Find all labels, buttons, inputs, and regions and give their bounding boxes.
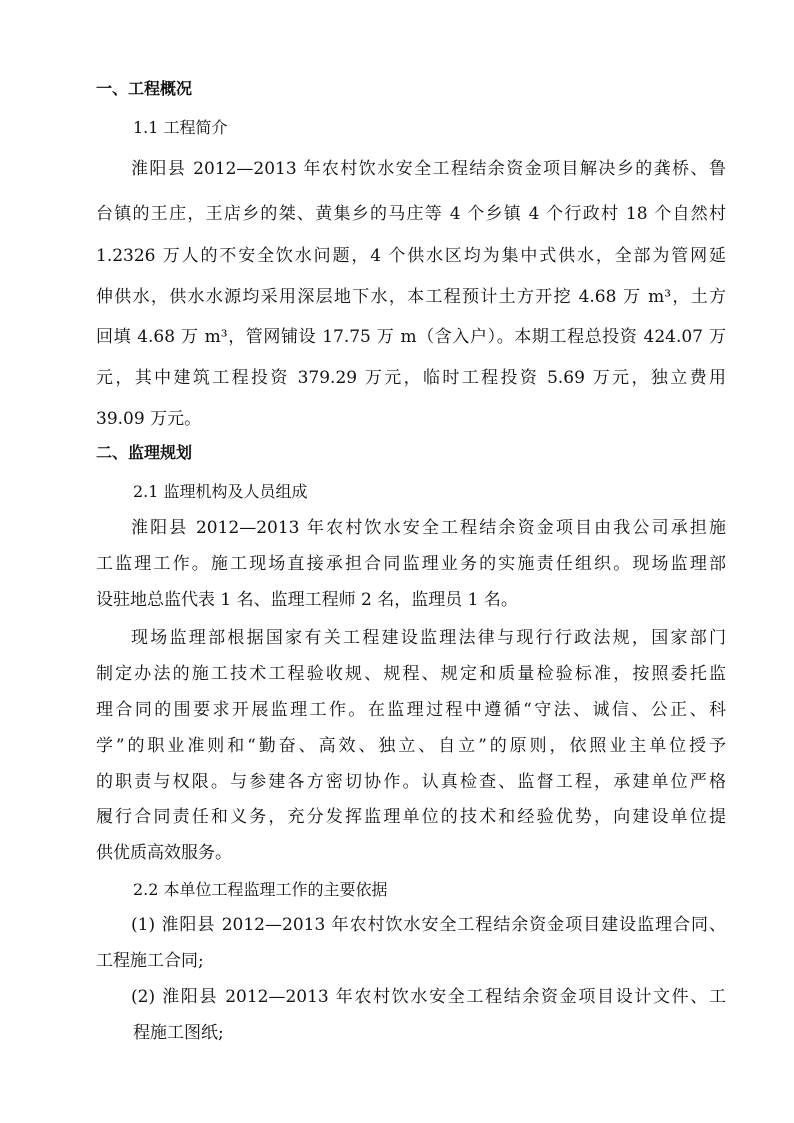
- paragraph-line: 台镇的王庄，王店乡的桀、黄集乡的马庄等 4 个乡镇 4 个行政村 18 个自然村: [96, 204, 726, 224]
- paragraph-line: 设驻地总监代表 1 名、监理工程师 2 名，监理员 1 名。: [96, 590, 518, 610]
- paragraph-line: 理合同的围要求开展监理工作。在监理过程中遵循“守法、诚信、公正、科: [96, 700, 726, 720]
- paragraph-line: 履行合同责任和义务，充分发挥监理单位的技术和经验优势，向建设单位提: [96, 807, 726, 827]
- list-item-line: 工程施工合同;: [96, 951, 204, 971]
- section-2-heading: 二、监理规划: [96, 443, 193, 462]
- paragraph-line: 元，其中建筑工程投资 379.29 万元，临时工程投资 5.69 万元，独立费用: [96, 368, 726, 388]
- paragraph-line: 1.2326 万人的不安全饮水问题，4 个供水区均为集中式供水，全部为管网延: [96, 246, 726, 266]
- paragraph-line: 39.09 万元。: [96, 409, 202, 429]
- section-1-heading: 一、工程概况: [96, 79, 193, 98]
- list-item-line: (1) 淮阳县 2012—2013 年农村饮水安全工程结余资金项目建设监理合同、: [131, 915, 726, 935]
- paragraph-line: 供优质高效服务。: [96, 843, 232, 863]
- paragraph-line: 回填 4.68 万 m³，管网铺设 17.75 万 m（含入户）。本期工程总投资 424.07 万: [96, 327, 726, 347]
- list-item-line: (2) 淮阳县 2012—2013 年农村饮水安全工程结余资金项目设计文件、工: [131, 987, 726, 1007]
- paragraph-line: 现场监理部根据国家有关工程建设监理法律与现行行政法规，国家部门: [131, 628, 726, 648]
- paragraph-line: 伸供水，供水水源均采用深层地下水，本工程预计土方开挖 4.68 万 m³，土方: [96, 287, 726, 307]
- paragraph-line: 淮阳县 2012—2013 年农村饮水安全工程结余资金项目由我公司承担施: [131, 518, 726, 538]
- list-item-line: 程施工图纸;: [133, 1023, 224, 1043]
- subsection-2-2-heading: 2.2 本单位工程监理工作的主要依据: [133, 880, 388, 899]
- paragraph-line: 淮阳县 2012—2013 年农村饮水安全工程结余资金项目解决乡的龚桥、鲁: [131, 159, 726, 179]
- subsection-1-1-heading: 1.1 工程简介: [133, 118, 228, 137]
- paragraph-line: 的职责与权限。与参建各方密切协作。认真检查、监督工程，承建单位严格: [96, 772, 726, 792]
- paragraph-line: 学”的职业准则和“勤奋、高效、独立、自立”的原则，依照业主单位授予: [96, 736, 726, 756]
- paragraph-line: 制定办法的施工技术工程验收规、规程、规定和质量检验标准，按照委托监: [96, 664, 726, 684]
- paragraph-line: 工监理工作。施工现场直接承担合同监理业务的实施责任组织。现场监理部: [96, 554, 726, 574]
- subsection-2-1-heading: 2.1 监理机构及人员组成: [133, 482, 308, 501]
